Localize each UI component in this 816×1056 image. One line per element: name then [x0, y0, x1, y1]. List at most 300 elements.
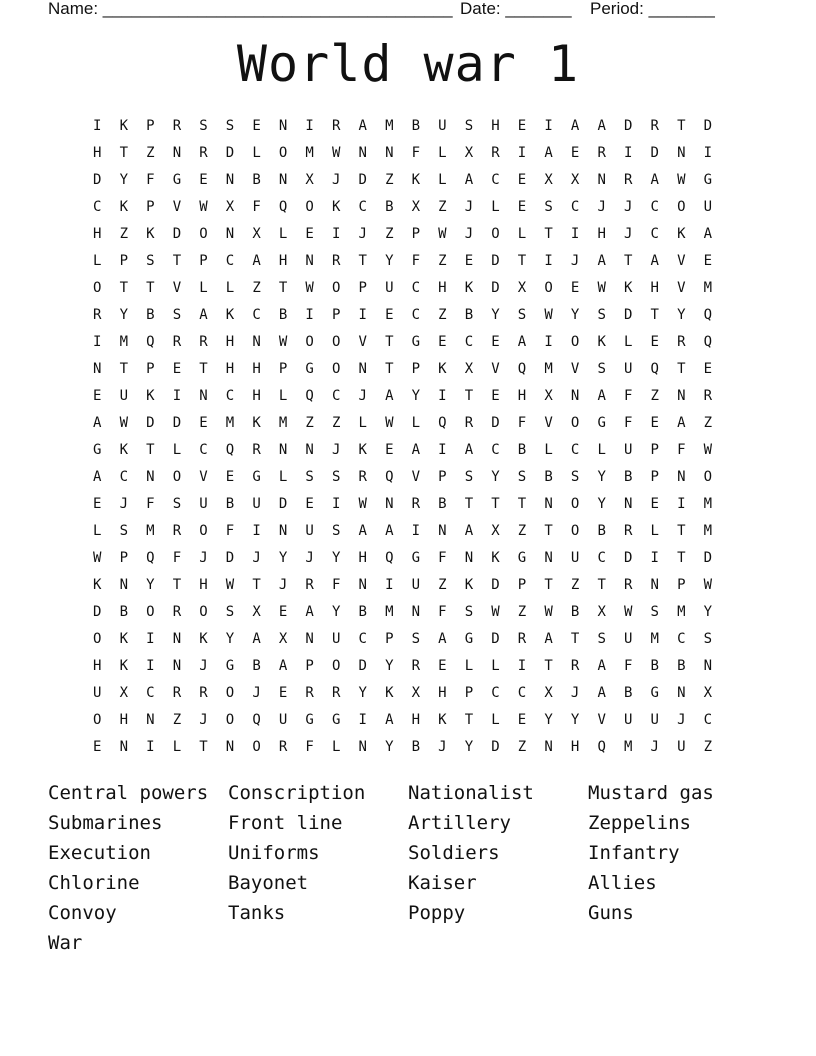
grid-letter[interactable]: Q	[703, 306, 713, 323]
grid-letter[interactable]: D	[623, 117, 633, 134]
grid-letter[interactable]: T	[464, 711, 474, 728]
grid-letter[interactable]: H	[119, 711, 129, 728]
grid-letter[interactable]: U	[650, 711, 659, 728]
grid-letter[interactable]: W	[119, 414, 129, 431]
grid-letter[interactable]: V	[597, 711, 606, 728]
grid-letter[interactable]: O	[331, 279, 341, 296]
grid-letter[interactable]: Z	[517, 522, 527, 539]
grid-letter[interactable]: X	[119, 684, 129, 701]
grid-letter[interactable]: R	[411, 495, 421, 512]
grid-letter[interactable]: D	[146, 414, 155, 431]
grid-letter[interactable]: J	[623, 225, 633, 242]
grid-letter[interactable]: P	[146, 360, 155, 377]
grid-letter[interactable]: Y	[119, 171, 129, 188]
grid-letter[interactable]: C	[252, 306, 261, 323]
grid-letter[interactable]: W	[331, 144, 341, 161]
grid-letter[interactable]: F	[517, 414, 527, 431]
grid-letter[interactable]: M	[703, 495, 713, 512]
grid-letter[interactable]: B	[517, 441, 527, 458]
grid-letter[interactable]: T	[517, 252, 527, 269]
grid-letter[interactable]: S	[703, 630, 713, 647]
grid-letter[interactable]: A	[544, 144, 553, 161]
grid-letter[interactable]: Q	[385, 549, 394, 566]
grid-letter[interactable]: C	[119, 468, 129, 485]
grid-letter[interactable]: J	[278, 576, 288, 593]
grid-letter[interactable]: T	[358, 252, 367, 269]
grid-letter[interactable]: F	[623, 414, 633, 431]
grid-letter[interactable]: S	[305, 468, 314, 485]
grid-letter[interactable]: Y	[491, 306, 500, 323]
grid-letter[interactable]: L	[438, 171, 447, 188]
grid-letter[interactable]: C	[570, 441, 580, 458]
grid-letter[interactable]: F	[411, 252, 421, 269]
grid-letter[interactable]: A	[438, 630, 447, 647]
grid-letter[interactable]: R	[411, 657, 421, 674]
grid-letter[interactable]: R	[172, 603, 182, 620]
grid-letter[interactable]: J	[677, 711, 686, 728]
grid-letter[interactable]: Y	[544, 711, 553, 728]
grid-letter[interactable]: E	[703, 360, 713, 377]
grid-letter[interactable]: G	[305, 711, 314, 728]
grid-letter[interactable]: F	[623, 657, 633, 674]
grid-letter[interactable]: W	[358, 495, 367, 512]
grid-letter[interactable]: A	[252, 630, 261, 647]
grid-letter[interactable]: N	[225, 171, 235, 188]
grid-letter[interactable]: N	[385, 144, 394, 161]
grid-letter[interactable]: Q	[146, 549, 155, 566]
grid-letter[interactable]: A	[278, 657, 288, 674]
grid-letter[interactable]: M	[385, 603, 394, 620]
grid-letter[interactable]: N	[172, 144, 182, 161]
grid-letter[interactable]: S	[225, 117, 235, 134]
grid-letter[interactable]: J	[199, 549, 208, 566]
grid-letter[interactable]: K	[93, 576, 102, 593]
grid-letter[interactable]: L	[278, 225, 288, 242]
grid-letter[interactable]: C	[677, 630, 686, 647]
grid-letter[interactable]: G	[597, 414, 606, 431]
grid-letter[interactable]: M	[119, 333, 129, 350]
grid-letter[interactable]: V	[570, 360, 580, 377]
grid-letter[interactable]: B	[544, 468, 553, 485]
grid-letter[interactable]: P	[411, 360, 421, 377]
grid-letter[interactable]: T	[544, 225, 553, 242]
grid-letter[interactable]: R	[199, 144, 208, 161]
grid-letter[interactable]: P	[517, 576, 527, 593]
grid-letter[interactable]: R	[623, 576, 633, 593]
grid-letter[interactable]: T	[517, 495, 527, 512]
grid-letter[interactable]: I	[517, 657, 527, 674]
grid-letter[interactable]: W	[438, 225, 447, 242]
grid-letter[interactable]: Y	[225, 630, 235, 647]
grid-letter[interactable]: P	[464, 684, 474, 701]
grid-letter[interactable]: U	[331, 630, 341, 647]
grid-letter[interactable]: D	[491, 630, 500, 647]
grid-letter[interactable]: J	[623, 198, 633, 215]
grid-letter[interactable]: D	[93, 171, 102, 188]
grid-letter[interactable]: I	[331, 495, 341, 512]
grid-letter[interactable]: X	[411, 684, 421, 701]
grid-letter[interactable]: E	[438, 333, 447, 350]
grid-letter[interactable]: Y	[119, 306, 129, 323]
grid-letter[interactable]: B	[597, 522, 606, 539]
grid-letter[interactable]: R	[331, 684, 341, 701]
grid-letter[interactable]: N	[358, 576, 367, 593]
grid-letter[interactable]: T	[199, 360, 208, 377]
grid-letter[interactable]: C	[146, 684, 155, 701]
grid-letter[interactable]: Z	[438, 198, 447, 215]
grid-letter[interactable]: X	[464, 144, 474, 161]
grid-letter[interactable]: A	[411, 441, 421, 458]
grid-letter[interactable]: E	[199, 171, 208, 188]
grid-letter[interactable]: J	[252, 684, 261, 701]
grid-letter[interactable]: N	[438, 522, 447, 539]
grid-letter[interactable]: K	[464, 279, 474, 296]
grid-letter[interactable]: E	[517, 117, 527, 134]
grid-letter[interactable]: A	[677, 414, 686, 431]
grid-letter[interactable]: J	[199, 657, 208, 674]
grid-letter[interactable]: R	[278, 738, 288, 755]
grid-letter[interactable]: X	[305, 171, 314, 188]
grid-letter[interactable]: Y	[385, 657, 394, 674]
grid-letter[interactable]: S	[544, 198, 553, 215]
grid-letter[interactable]: O	[225, 711, 235, 728]
grid-letter[interactable]: F	[146, 495, 155, 512]
grid-letter[interactable]: R	[358, 468, 367, 485]
grid-letter[interactable]: J	[305, 549, 314, 566]
grid-letter[interactable]: Z	[703, 738, 713, 755]
grid-letter[interactable]: V	[172, 279, 182, 296]
grid-letter[interactable]: Q	[252, 711, 261, 728]
grid-letter[interactable]: M	[623, 738, 633, 755]
grid-letter[interactable]: A	[199, 306, 208, 323]
grid-letter[interactable]: X	[570, 171, 580, 188]
grid-letter[interactable]: L	[650, 522, 659, 539]
grid-letter[interactable]: A	[650, 252, 659, 269]
grid-letter[interactable]: C	[703, 711, 713, 728]
grid-letter[interactable]: I	[544, 252, 553, 269]
grid-letter[interactable]: D	[93, 603, 102, 620]
grid-letter[interactable]: Z	[438, 576, 447, 593]
grid-letter[interactable]: B	[358, 603, 367, 620]
grid-letter[interactable]: H	[411, 711, 421, 728]
grid-letter[interactable]: I	[252, 522, 261, 539]
grid-letter[interactable]: J	[252, 549, 261, 566]
grid-letter[interactable]: N	[305, 441, 314, 458]
grid-letter[interactable]: N	[305, 252, 314, 269]
grid-letter[interactable]: K	[119, 198, 129, 215]
grid-letter[interactable]: Z	[385, 171, 394, 188]
grid-letter[interactable]: C	[491, 171, 500, 188]
grid-letter[interactable]: G	[703, 171, 713, 188]
grid-letter[interactable]: F	[225, 522, 235, 539]
grid-letter[interactable]: Z	[252, 279, 261, 296]
grid-letter[interactable]: D	[623, 306, 633, 323]
grid-letter[interactable]: N	[278, 171, 288, 188]
grid-letter[interactable]: D	[278, 495, 288, 512]
grid-letter[interactable]: N	[544, 738, 553, 755]
grid-letter[interactable]: P	[358, 279, 367, 296]
grid-letter[interactable]: Y	[677, 306, 686, 323]
grid-letter[interactable]: U	[438, 117, 447, 134]
grid-letter[interactable]: J	[331, 171, 341, 188]
grid-letter[interactable]: A	[597, 684, 606, 701]
grid-letter[interactable]: V	[491, 360, 500, 377]
grid-letter[interactable]: A	[358, 522, 367, 539]
grid-letter[interactable]: K	[252, 414, 261, 431]
grid-letter[interactable]: B	[278, 306, 288, 323]
grid-letter[interactable]: Z	[172, 711, 182, 728]
grid-letter[interactable]: W	[491, 603, 500, 620]
grid-letter[interactable]: S	[597, 306, 606, 323]
grid-letter[interactable]: P	[677, 576, 686, 593]
grid-letter[interactable]: L	[623, 333, 633, 350]
grid-letter[interactable]: N	[544, 549, 553, 566]
grid-letter[interactable]: K	[677, 225, 686, 242]
period-field[interactable]: Period: _______	[590, 0, 715, 18]
grid-letter[interactable]: A	[597, 117, 606, 134]
grid-letter[interactable]: L	[411, 414, 421, 431]
grid-letter[interactable]: W	[199, 198, 208, 215]
grid-letter[interactable]: A	[544, 630, 553, 647]
grid-letter[interactable]: E	[278, 603, 288, 620]
grid-letter[interactable]: Q	[278, 198, 288, 215]
grid-letter[interactable]: Y	[491, 468, 500, 485]
grid-letter[interactable]: E	[278, 684, 288, 701]
grid-letter[interactable]: R	[623, 171, 633, 188]
grid-letter[interactable]: B	[225, 495, 235, 512]
grid-letter[interactable]: P	[199, 252, 208, 269]
grid-letter[interactable]: A	[517, 333, 527, 350]
grid-letter[interactable]: K	[491, 549, 500, 566]
grid-letter[interactable]: Z	[385, 225, 394, 242]
grid-letter[interactable]: J	[358, 225, 367, 242]
grid-letter[interactable]: E	[491, 387, 500, 404]
grid-letter[interactable]: B	[146, 306, 155, 323]
grid-letter[interactable]: I	[623, 144, 633, 161]
grid-letter[interactable]: S	[464, 603, 474, 620]
grid-letter[interactable]: V	[677, 252, 686, 269]
grid-letter[interactable]: Z	[438, 306, 447, 323]
grid-letter[interactable]: V	[199, 468, 208, 485]
grid-letter[interactable]: Z	[305, 414, 314, 431]
grid-letter[interactable]: K	[199, 630, 208, 647]
grid-letter[interactable]: S	[146, 252, 155, 269]
grid-letter[interactable]: D	[650, 144, 659, 161]
grid-letter[interactable]: T	[172, 252, 182, 269]
grid-letter[interactable]: T	[597, 576, 606, 593]
grid-letter[interactable]: E	[93, 387, 102, 404]
grid-letter[interactable]: U	[623, 711, 633, 728]
grid-letter[interactable]: T	[119, 360, 129, 377]
grid-letter[interactable]: L	[464, 657, 474, 674]
grid-letter[interactable]: S	[411, 630, 421, 647]
grid-letter[interactable]: F	[305, 738, 314, 755]
grid-letter[interactable]: Y	[358, 684, 367, 701]
grid-letter[interactable]: O	[570, 495, 580, 512]
grid-letter[interactable]: R	[491, 144, 500, 161]
grid-letter[interactable]: K	[331, 198, 341, 215]
grid-letter[interactable]: O	[305, 333, 314, 350]
grid-letter[interactable]: O	[703, 468, 713, 485]
grid-letter[interactable]: I	[438, 387, 447, 404]
grid-letter[interactable]: E	[385, 306, 394, 323]
grid-letter[interactable]: A	[464, 522, 474, 539]
grid-letter[interactable]: A	[464, 171, 474, 188]
grid-letter[interactable]: L	[93, 522, 102, 539]
grid-letter[interactable]: X	[225, 198, 235, 215]
grid-letter[interactable]: A	[305, 603, 314, 620]
grid-letter[interactable]: D	[491, 738, 500, 755]
grid-letter[interactable]: Q	[225, 441, 235, 458]
grid-letter[interactable]: I	[305, 306, 314, 323]
grid-letter[interactable]: C	[650, 198, 659, 215]
grid-letter[interactable]: B	[385, 198, 394, 215]
grid-letter[interactable]: O	[278, 144, 288, 161]
grid-letter[interactable]: M	[650, 630, 659, 647]
grid-letter[interactable]: J	[464, 198, 474, 215]
grid-letter[interactable]: X	[544, 684, 553, 701]
grid-letter[interactable]: Q	[650, 360, 659, 377]
grid-letter[interactable]: M	[677, 603, 686, 620]
grid-letter[interactable]: M	[305, 144, 314, 161]
grid-letter[interactable]: Z	[119, 225, 129, 242]
grid-letter[interactable]: N	[677, 684, 686, 701]
grid-letter[interactable]: O	[199, 603, 208, 620]
grid-letter[interactable]: N	[225, 225, 235, 242]
grid-letter[interactable]: R	[93, 306, 102, 323]
grid-letter[interactable]: E	[464, 252, 474, 269]
grid-letter[interactable]: S	[517, 468, 527, 485]
grid-letter[interactable]: J	[331, 441, 341, 458]
grid-letter[interactable]: L	[93, 252, 102, 269]
grid-letter[interactable]: N	[146, 468, 155, 485]
grid-letter[interactable]: M	[703, 279, 713, 296]
grid-letter[interactable]: E	[252, 117, 261, 134]
grid-letter[interactable]: K	[146, 225, 155, 242]
grid-letter[interactable]: L	[331, 738, 341, 755]
grid-letter[interactable]: T	[252, 576, 261, 593]
grid-letter[interactable]: N	[225, 738, 235, 755]
grid-letter[interactable]: K	[119, 441, 129, 458]
grid-letter[interactable]: P	[650, 468, 659, 485]
grid-letter[interactable]: X	[278, 630, 288, 647]
grid-letter[interactable]: F	[411, 144, 421, 161]
grid-letter[interactable]: X	[411, 198, 421, 215]
grid-letter[interactable]: A	[464, 441, 474, 458]
grid-letter[interactable]: S	[597, 360, 606, 377]
grid-letter[interactable]: J	[199, 711, 208, 728]
grid-letter[interactable]: I	[146, 738, 155, 755]
grid-letter[interactable]: R	[172, 522, 182, 539]
grid-letter[interactable]: I	[331, 225, 341, 242]
grid-letter[interactable]: I	[570, 225, 580, 242]
grid-letter[interactable]: Z	[331, 414, 341, 431]
grid-letter[interactable]: Y	[331, 603, 341, 620]
grid-letter[interactable]: R	[570, 657, 580, 674]
grid-letter[interactable]: N	[172, 630, 182, 647]
grid-letter[interactable]: N	[385, 495, 394, 512]
grid-letter[interactable]: Y	[146, 576, 155, 593]
grid-letter[interactable]: L	[278, 387, 288, 404]
grid-letter[interactable]: N	[119, 738, 129, 755]
grid-letter[interactable]: A	[570, 117, 580, 134]
grid-letter[interactable]: L	[491, 711, 500, 728]
grid-letter[interactable]: D	[358, 657, 367, 674]
grid-letter[interactable]: D	[703, 549, 713, 566]
grid-letter[interactable]: I	[703, 144, 713, 161]
grid-letter[interactable]: N	[464, 549, 474, 566]
grid-letter[interactable]: L	[172, 738, 182, 755]
grid-letter[interactable]: A	[597, 252, 606, 269]
grid-letter[interactable]: G	[172, 171, 182, 188]
grid-letter[interactable]: L	[597, 441, 606, 458]
grid-letter[interactable]: T	[544, 522, 553, 539]
grid-letter[interactable]: S	[172, 306, 182, 323]
grid-letter[interactable]: B	[464, 306, 474, 323]
grid-letter[interactable]: T	[385, 333, 394, 350]
grid-letter[interactable]: I	[358, 711, 367, 728]
grid-letter[interactable]: R	[597, 144, 606, 161]
grid-letter[interactable]: Q	[597, 738, 606, 755]
grid-letter[interactable]: N	[358, 360, 367, 377]
grid-letter[interactable]: K	[438, 711, 447, 728]
grid-letter[interactable]: W	[677, 171, 686, 188]
grid-letter[interactable]: X	[517, 279, 527, 296]
grid-letter[interactable]: B	[252, 657, 261, 674]
grid-letter[interactable]: P	[278, 360, 288, 377]
grid-letter[interactable]: G	[225, 657, 235, 674]
grid-letter[interactable]: Y	[385, 252, 394, 269]
grid-letter[interactable]: I	[305, 117, 314, 134]
grid-letter[interactable]: B	[623, 468, 633, 485]
grid-letter[interactable]: X	[252, 603, 261, 620]
grid-letter[interactable]: R	[331, 252, 341, 269]
grid-letter[interactable]: K	[119, 117, 129, 134]
grid-letter[interactable]: J	[358, 387, 367, 404]
grid-letter[interactable]: E	[385, 441, 394, 458]
grid-letter[interactable]: Y	[570, 711, 580, 728]
grid-letter[interactable]: N	[411, 603, 421, 620]
grid-letter[interactable]: R	[305, 576, 314, 593]
grid-letter[interactable]: G	[305, 360, 314, 377]
grid-letter[interactable]: O	[199, 522, 208, 539]
grid-letter[interactable]: C	[225, 387, 235, 404]
grid-letter[interactable]: C	[464, 333, 474, 350]
grid-letter[interactable]: Y	[278, 549, 288, 566]
grid-letter[interactable]: E	[517, 171, 527, 188]
grid-letter[interactable]: K	[119, 657, 129, 674]
grid-letter[interactable]: Z	[438, 252, 447, 269]
grid-letter[interactable]: R	[305, 684, 314, 701]
grid-letter[interactable]: H	[252, 360, 261, 377]
grid-letter[interactable]: N	[93, 360, 102, 377]
grid-letter[interactable]: E	[491, 333, 500, 350]
grid-letter[interactable]: U	[623, 630, 633, 647]
grid-letter[interactable]: I	[438, 441, 447, 458]
grid-letter[interactable]: I	[544, 117, 553, 134]
grid-letter[interactable]: U	[199, 495, 208, 512]
grid-letter[interactable]: M	[278, 414, 288, 431]
grid-letter[interactable]: E	[517, 711, 527, 728]
grid-letter[interactable]: T	[544, 576, 553, 593]
grid-letter[interactable]: I	[146, 630, 155, 647]
grid-letter[interactable]: F	[331, 576, 341, 593]
grid-letter[interactable]: O	[677, 198, 686, 215]
grid-letter[interactable]: D	[172, 225, 182, 242]
grid-letter[interactable]: A	[93, 414, 102, 431]
grid-letter[interactable]: W	[597, 279, 606, 296]
grid-letter[interactable]: Q	[517, 360, 527, 377]
